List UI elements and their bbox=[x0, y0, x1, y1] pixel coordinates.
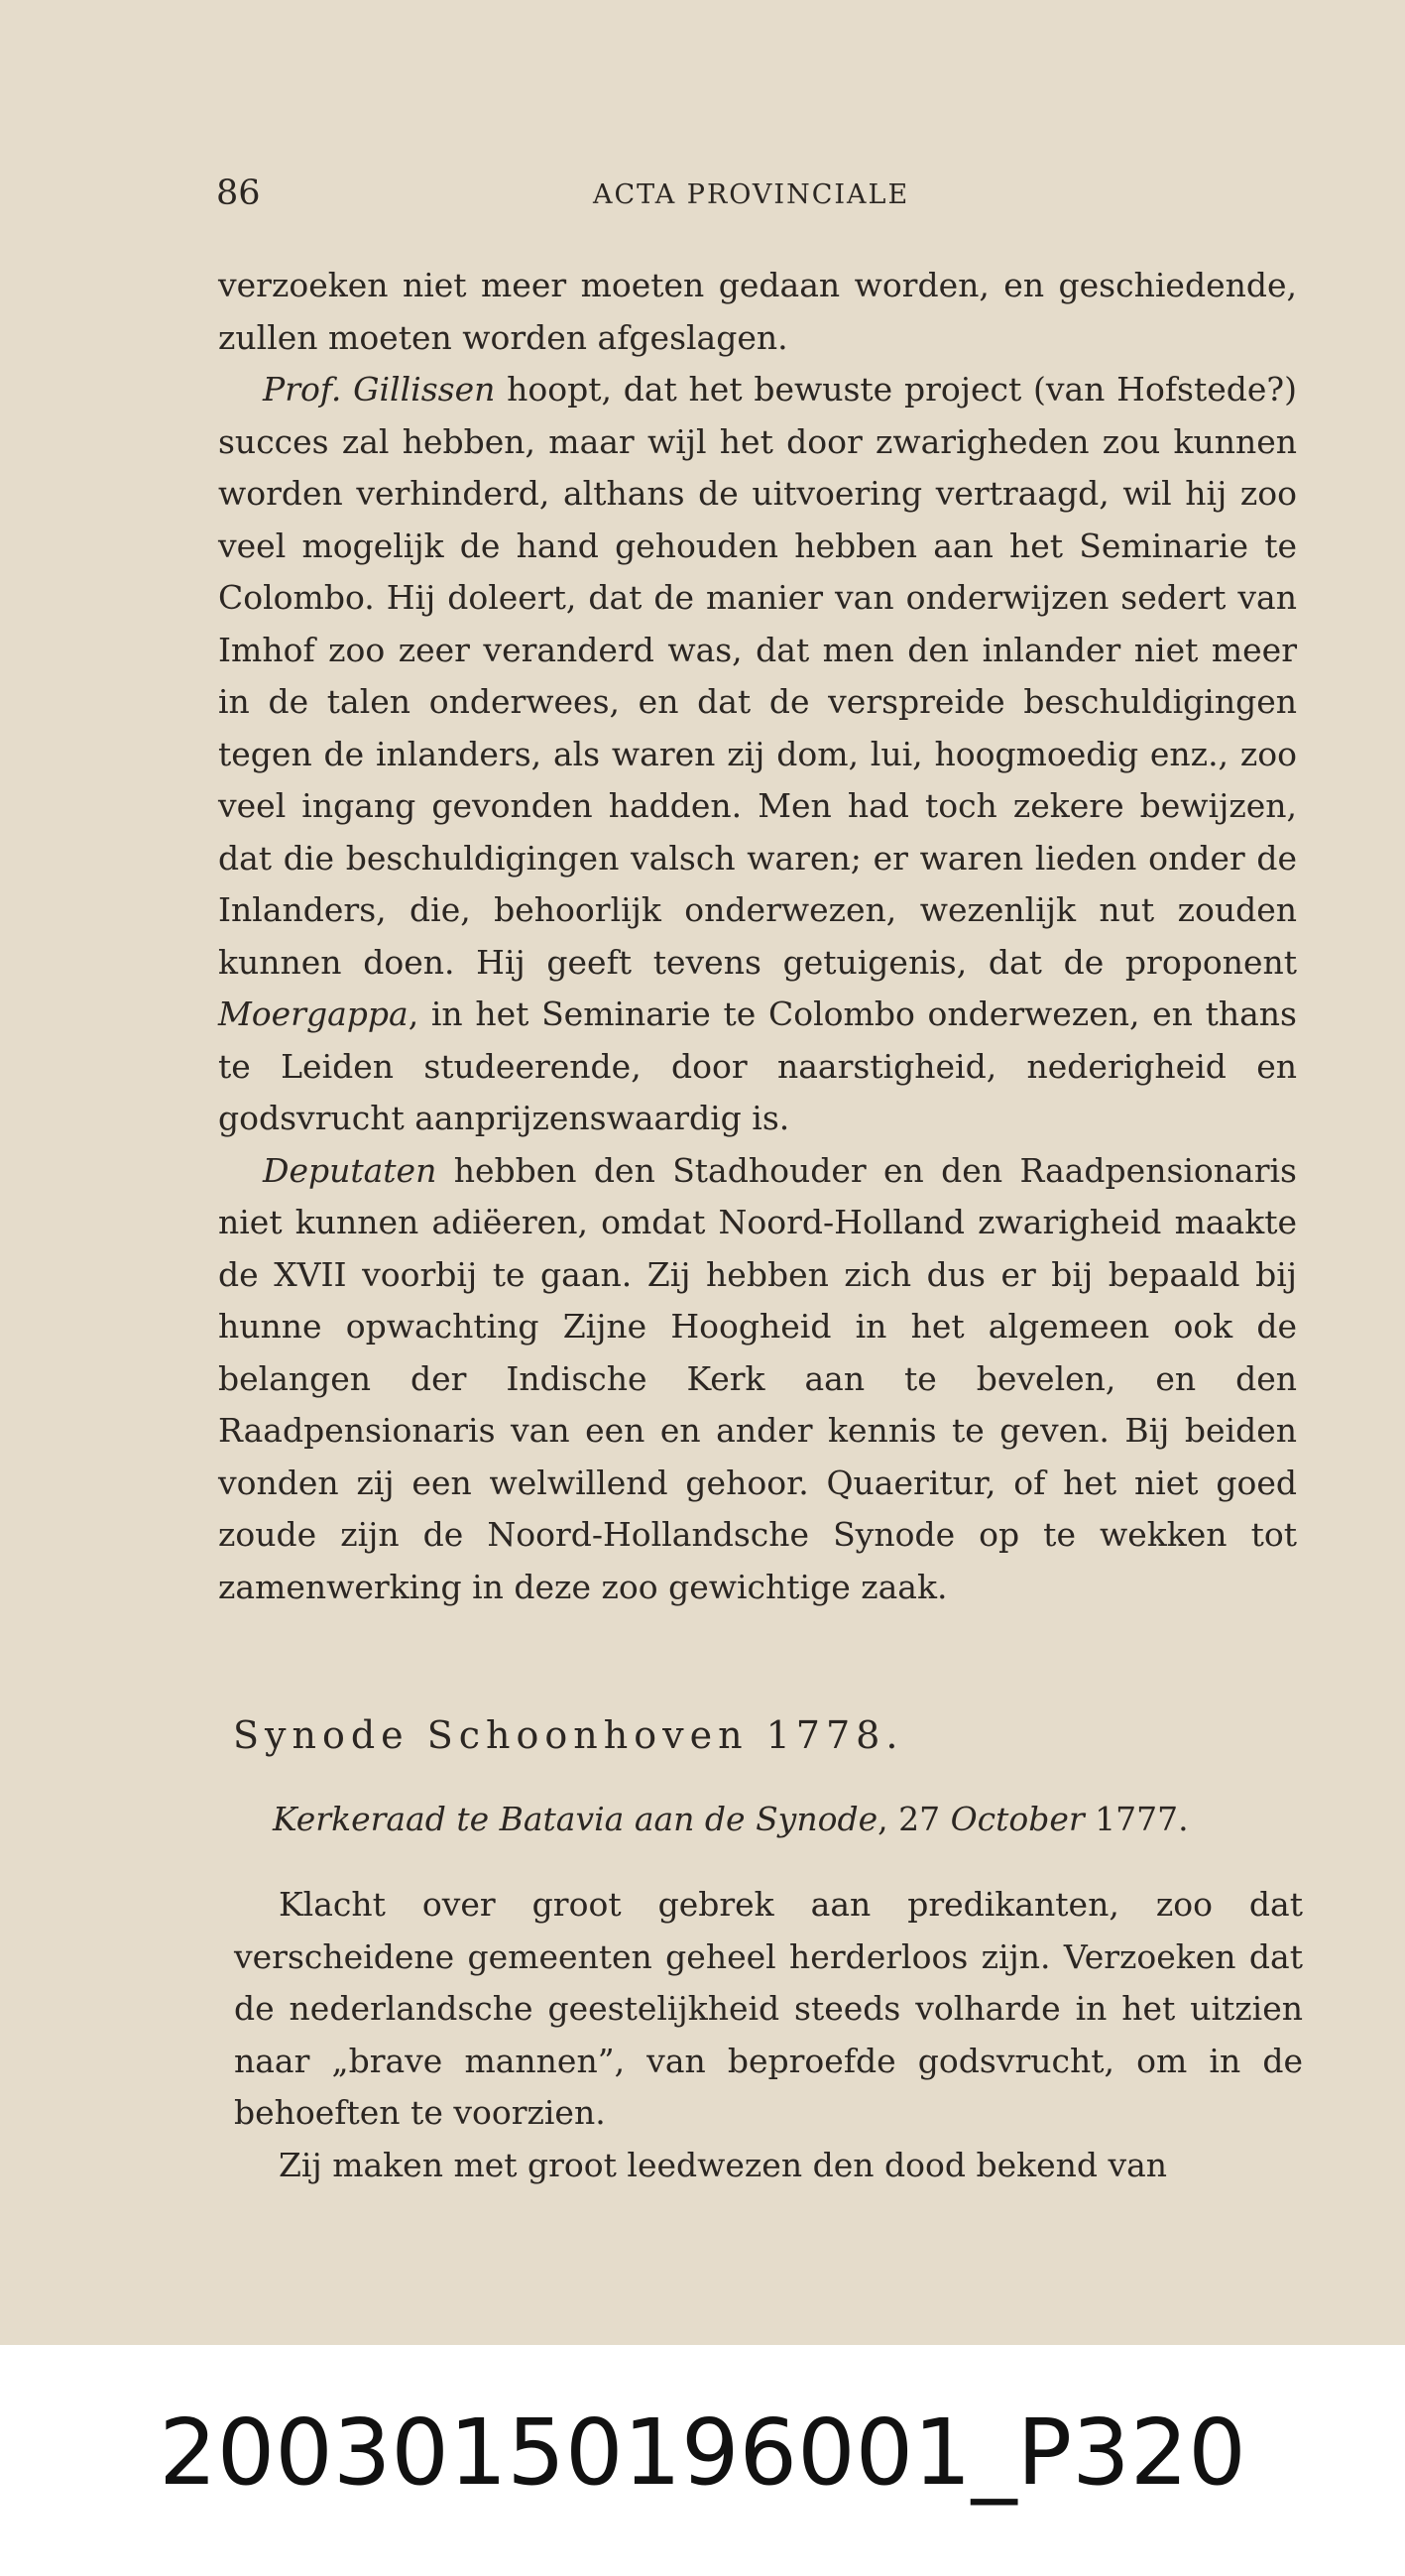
running-head: ACTA PROVINCIALE bbox=[593, 179, 910, 210]
paragraph-4: Klacht over groot gebrek aan predikanten, zoo dat verscheidene gemeenten geheel herderloos zijn. Verzoeken dat de nederlandsche geestelijkheid steeds volharde in het uitzien naar „brave mannen”, van beproefde godsvrucht, om in de behoeften te voorzien. bbox=[234, 1885, 1303, 2132]
subtitle-source: Kerkeraad te Batavia aan de Synode bbox=[273, 1800, 878, 1838]
paragraph-1-text: verzoeken niet meer moeten gedaan worden, en geschiedende, zullen moeten worden afgeslagen. bbox=[218, 266, 1297, 357]
body-text bbox=[218, 260, 1297, 1613]
speaker-name: Prof. Gillissen bbox=[263, 370, 496, 409]
body-text-2 bbox=[234, 1879, 1303, 2191]
paragraph-5: Zij maken met groot leedwezen den dood bekend van bbox=[279, 2145, 1168, 2184]
section-subtitle bbox=[273, 1800, 1189, 1838]
paragraph-2-end: , in het Seminarie te Colombo onderwezen, en thans te Leiden studeerende, door naarstigheid, nederigheid en godsvrucht aanprijzenswaardig is. bbox=[218, 995, 1297, 1137]
section-title: Synode Schoonhoven 1778. bbox=[233, 1713, 904, 1757]
paragraph-3 bbox=[218, 1145, 1297, 1614]
paragraph-1 bbox=[218, 260, 1297, 364]
paragraph-3-text: hebben den Stadhouder en den Raadpensionaris niet kunnen adiëeren, omdat Noord-Holland zwarigheid maakte de XVII voorbij te gaan. Zij hebben zich dus er bij bepaald bij hunne opwachting Zijne Hoogheid in het algemeen ook de belangen der Indische Kerk aan te bevelen, en den Raadpensionaris van een en ander kennis te geven. Bij beiden vonden zij een welwillend gehoor. Quaeritur, of het niet goed zoude zijn de Noord-Hollandsche Synode op te wekken tot zamenwerking in deze zoo gewichtige zaak. bbox=[218, 1150, 1297, 1606]
page-header bbox=[216, 174, 1307, 233]
page-number: 86 bbox=[216, 174, 261, 213]
document-id-caption: 20030150196001_P320 bbox=[159, 2400, 1246, 2506]
paragraph-2-text: hoopt, dat het bewuste project (van Hofstede?) succes zal hebben, maar wijl het door zwarigheden zou kunnen worden verhinderd, althans de uitvoering vertraagd, wil hij zoo veel mogelijk de hand gehouden hebben aan het Seminarie te Colombo. Hij doleert, dat de manier van onderwijzen sedert van Imhof zoo zeer veranderd was, dat men den inlander niet meer in de talen onderwees, en dat de verspreide beschuldigingen tegen de inlanders, als waren zij dom, lui, hoogmoedig enz., zoo veel ingang gevonden hadden. Men had toch zekere bewijzen, dat die beschuldigingen valsch waren; er waren lieden onder de Inlanders, die, behoorlijk onderwezen, wezenlijk nut zouden kunnen doen. Hij geeft tevens getuigenis, dat de proponent bbox=[218, 370, 1297, 982]
deputies-label: Deputaten bbox=[263, 1150, 437, 1190]
subtitle-date-prefix: , 27 bbox=[878, 1800, 951, 1838]
proponent-name: Moergappa bbox=[218, 995, 409, 1033]
paragraph-2 bbox=[218, 364, 1297, 1145]
subtitle-month: October bbox=[950, 1800, 1085, 1838]
subtitle-year: 1777. bbox=[1084, 1800, 1189, 1838]
